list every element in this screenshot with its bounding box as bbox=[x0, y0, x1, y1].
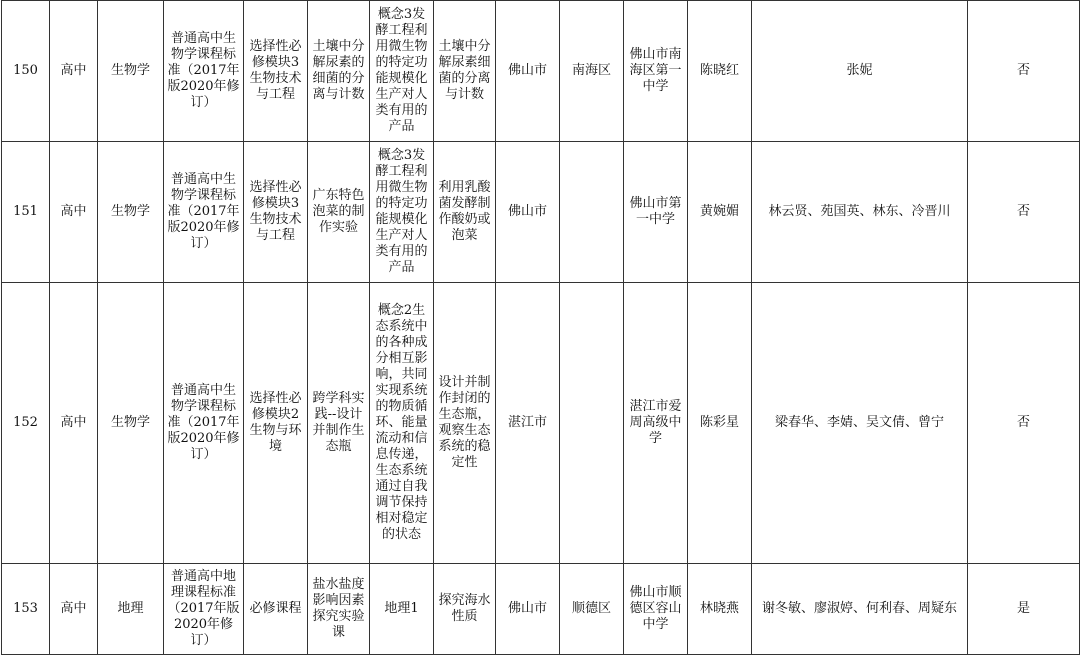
subject: 生物学 bbox=[98, 283, 164, 564]
lead-teacher: 林晓燕 bbox=[688, 564, 752, 655]
concept: 地理1 bbox=[370, 564, 434, 655]
school-level: 高中 bbox=[50, 564, 98, 655]
school: 佛山市南海区第一中学 bbox=[624, 1, 688, 142]
school: 佛山市第一中学 bbox=[624, 142, 688, 283]
flag: 否 bbox=[968, 283, 1080, 564]
curriculum-standard: 普通高中生物学课程标准（2017年版2020年修订） bbox=[164, 142, 244, 283]
lead-teacher: 黄婉媚 bbox=[688, 142, 752, 283]
school: 佛山市顺德区容山中学 bbox=[624, 564, 688, 655]
team-members: 梁春华、李婧、吴文倩、曾宁 bbox=[752, 283, 968, 564]
row-number: 151 bbox=[2, 142, 50, 283]
experiment-topic: 土壤中分解尿素的细菌的分离与计数 bbox=[308, 1, 370, 142]
lead-teacher: 陈彩星 bbox=[688, 283, 752, 564]
school: 湛江市爱周高级中学 bbox=[624, 283, 688, 564]
row-number: 152 bbox=[2, 283, 50, 564]
row-number: 153 bbox=[2, 564, 50, 655]
flag: 是 bbox=[968, 564, 1080, 655]
activity: 利用乳酸菌发酵制作酸奶或泡菜 bbox=[434, 142, 496, 283]
city: 佛山市 bbox=[496, 1, 560, 142]
row-number: 150 bbox=[2, 1, 50, 142]
activity: 设计并制作封闭的生态瓶，观察生态系统的稳定性 bbox=[434, 283, 496, 564]
district: 顺德区 bbox=[560, 564, 624, 655]
curriculum-standard: 普通高中生物学课程标准（2017年版2020年修订） bbox=[164, 283, 244, 564]
experiment-topic: 广东特色泡菜的制作实验 bbox=[308, 142, 370, 283]
project-table bbox=[1, 0, 1080, 655]
city: 佛山市 bbox=[496, 564, 560, 655]
table-row bbox=[2, 564, 1080, 655]
module: 选择性必修模块2生物与环境 bbox=[244, 283, 308, 564]
district bbox=[560, 283, 624, 564]
subject: 生物学 bbox=[98, 1, 164, 142]
team-members: 谢冬敏、廖淑婷、何利春、周疑东 bbox=[752, 564, 968, 655]
city: 湛江市 bbox=[496, 283, 560, 564]
curriculum-standard: 普通高中地理课程标准（2017年版2020年修订） bbox=[164, 564, 244, 655]
district bbox=[560, 142, 624, 283]
concept: 概念3发酵工程利用微生物的特定功能规模化生产对人类有用的产品 bbox=[370, 1, 434, 142]
school-level: 高中 bbox=[50, 283, 98, 564]
subject: 地理 bbox=[98, 564, 164, 655]
flag: 否 bbox=[968, 142, 1080, 283]
activity: 土壤中分解尿素细菌的分离与计数 bbox=[434, 1, 496, 142]
flag: 否 bbox=[968, 1, 1080, 142]
team-members: 张妮 bbox=[752, 1, 968, 142]
city: 佛山市 bbox=[496, 142, 560, 283]
lead-teacher: 陈晓红 bbox=[688, 1, 752, 142]
module: 选择性必修模块3生物技术与工程 bbox=[244, 1, 308, 142]
module: 选择性必修模块3生物技术与工程 bbox=[244, 142, 308, 283]
team-members: 林云贤、苑国英、林东、冷晋川 bbox=[752, 142, 968, 283]
curriculum-standard: 普通高中生物学课程标准（2017年版2020年修订） bbox=[164, 1, 244, 142]
school-level: 高中 bbox=[50, 1, 98, 142]
table-row bbox=[2, 142, 1080, 283]
table-row bbox=[2, 283, 1080, 564]
school-level: 高中 bbox=[50, 142, 98, 283]
module: 必修课程 bbox=[244, 564, 308, 655]
activity: 探究海水性质 bbox=[434, 564, 496, 655]
experiment-topic: 跨学科实践--设计并制作生态瓶 bbox=[308, 283, 370, 564]
experiment-topic: 盐水盐度影响因素探究实验课 bbox=[308, 564, 370, 655]
table-row bbox=[2, 1, 1080, 142]
district: 南海区 bbox=[560, 1, 624, 142]
subject: 生物学 bbox=[98, 142, 164, 283]
concept: 概念2生态系统中的各种成分相互影响，共同实现系统的物质循环、能量流动和信息传递，生态系统通过自我调节保持相对稳定的状态 bbox=[370, 283, 434, 564]
concept: 概念3发酵工程利用微生物的特定功能规模化生产对人类有用的产品 bbox=[370, 142, 434, 283]
